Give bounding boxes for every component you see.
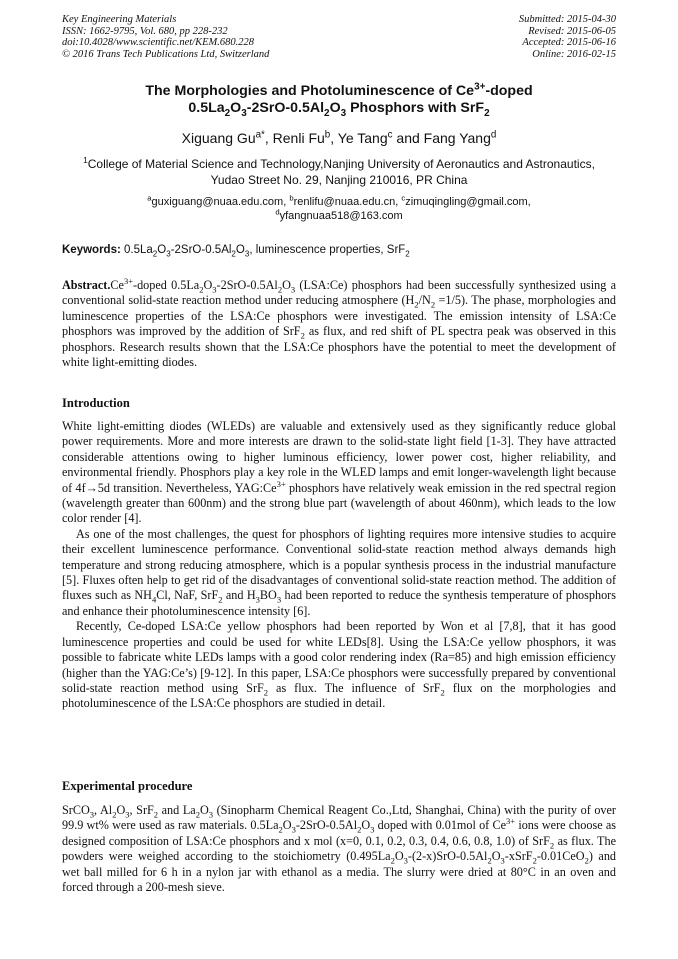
section-heading-introduction: Introduction bbox=[62, 396, 130, 410]
date-accepted: Accepted: 2015-06-16 bbox=[522, 37, 616, 48]
abstract: $Abstract.Ce^{3+}$-doped $0.5La_2O_3-2SrO-0.5Al_2O_3$ (LSA:Ce) phosphors had been successfully synthesized using a conventional solid-state reaction method under reducing atmosphere $(H_2/N_2 =1/5)$. The phase, morphologies and luminescence properties of the LSA:Ce phosphors were investigated. The emission intensity of LSA:Ce phosphors was improved by the addition of SrF$_2$ as flux, and red shift of PL spectra peak was observed in this phosphors. Research results shown that the LSA:Ce phosphors have the potential to meet the development of white light-emitting diodes. bbox=[62, 275, 617, 370]
submission-dates bbox=[519, 14, 616, 60]
journal-issn: ISSN: 1662-9795, Vol. 680, pp 228-232 bbox=[62, 25, 228, 37]
intro-paragraph-2: As one of the most challenges, the quest for phosphors of lighting requires more intensive studies to acquire their excellent luminescence performance. Conventional solid-state reaction method always demands high temperature and strong reducing atmosphere, which is a popular synthesis process in the industrial manufacture [5]. Fluxes often help to get rid of the disadvantages of conventional solid-state reaction method. The addition of fluxes such as $NH_4Cl$, NaF, SrF$_2$ and $H_3BO_3$ had been reported to reduce the synthesis temperature of phosphors and enhance their photoluminescence intensity [6]. bbox=[62, 526, 616, 618]
title-line-1: The Morphologies and Photoluminescence of $Ce^{3+}$-doped bbox=[145, 81, 533, 99]
journal-header bbox=[62, 14, 269, 60]
paper-title bbox=[62, 83, 616, 117]
journal-copyright: © 2016 Trans Tech Publications Ltd, Switzerland bbox=[62, 48, 270, 60]
date-submitted: Submitted: 2015-04-30 bbox=[518, 14, 616, 25]
author-list: Xiguang $Gu^{a*}$, Renli Fu$^b$, Ye Tang$^c$ and Fang Yang$^d$ bbox=[181, 129, 497, 146]
date-revised: Revised: 2015-06-05 bbox=[528, 25, 616, 37]
journal-doi: doi:10.4028/www.scientific.net/KEM.680.228 bbox=[62, 37, 254, 48]
journal-name: Key Engineering Materials bbox=[62, 14, 177, 25]
date-online: Online: 2016-02-15 bbox=[532, 48, 616, 60]
title-line-2: $0.5La_2O_3-2SrO-0.5Al_2O_3$ Phosphors with SrF$_2$ bbox=[188, 100, 490, 119]
email-b[interactable]: renlifu@nuaa.edu.cn, bbox=[293, 196, 402, 208]
intro-paragraph-1: White light-emitting diodes (WLEDs) are valuable and extensively used as they significantly reduce global power requirements. More and more interests are drawn to the solid-state light field [1-3]. They have attracted considerable attentions owing to higher luminous efficiency, lower power cost, higher reliability, and environmental friendly. Phosphors play a key role in the WLED lamps and emit longer-wavelength light because of 4f→5d transition. Nevertheless, $YAG:Ce^{3+}$ phosphors have relatively weak emission in the red spectral region (wavelength greater than 600nm) and the strong blue part (wavelength of about 460nm), which leads to the low color render [4]. bbox=[62, 419, 616, 526]
intro-paragraph-3: Recently, Ce-doped LSA:Ce yellow phosphors had been reported by Won et al [7,8], that it has good luminescence properties and could be used for white LEDs[8]. Using the LSA:Ce yellow phosphors, it was possible to fabricate white LEDs lamps with a good color rendering index (Ra=85) and high emission efficiency (higher than the YAG:Ce’s) [9-12]. In this paper, LSA:Ce phosphors were successfully prepared by conventional solid-state reaction method using SrF$_2$ as flux. The influence of SrF$_2$ flux on the morphologies and photoluminescence of the LSA:Ce phosphors are studied in detail. bbox=[62, 619, 616, 711]
author-emails: $^a$guxiguang@nuaa.edu.com, $^b$renlifu@nuaa.edu.cn, $^c$zimuqingling@gmail.com, $^d$yfangnuaa518@163.com bbox=[147, 193, 531, 222]
email-c[interactable]: zimuqingling@gmail.com, bbox=[405, 196, 531, 208]
experimental-body: SrCO$_3$, $Al_2O_3$, SrF$_2$ and $La_2O_3$ (Sinopharm Chemical Reagent Co.,Ltd, Shanghai, China) with the purity of over 99.9 wt% were used as raw materials. $0.5La_2O_3-2SrO-0.5Al_2O_3$ doped with 0.01mol of $Ce^{3+}$ ions were choose as designed composition of LSA:Ce phosphors and x mol (x=0, 0.1, 0.2, 0.3, 0.4, 0.6, 0.8, 1.0) of SrF$_2$ as flux. The powders were weighed according to the stoichiometry $(0.495La_2O_3-(2-x)SrO-0.5Al_2O_3-xSrF_2-0.01CeO_2)$ and wet ball milled for 6 h in a nylon jar with ethanol as a media. The slurry were dried at 80°C in an oven and forced through a 200-mesh sieve. bbox=[62, 803, 617, 895]
section-heading-experimental: Experimental procedure bbox=[62, 779, 193, 793]
abstract-label: Abstract. bbox=[62, 278, 111, 292]
email-d[interactable]: yfangnuaa518@163.com bbox=[279, 210, 403, 222]
introduction-body bbox=[62, 419, 616, 712]
keywords: Keywords: $0.5La_2O_3-2SrO-0.5Al_2O_3$, luminescence properties, SrF$_2$ bbox=[62, 244, 410, 259]
email-a[interactable]: guxiguang@nuaa.edu.com, bbox=[151, 196, 290, 208]
affiliation: $^1$College of Material Science and Technology,Nanjing University of Aeronautics and Astronautics, Yudao Street No. 29, Nanjing 210016, PR China bbox=[83, 155, 595, 187]
keywords-label: Keywords: bbox=[62, 244, 121, 256]
